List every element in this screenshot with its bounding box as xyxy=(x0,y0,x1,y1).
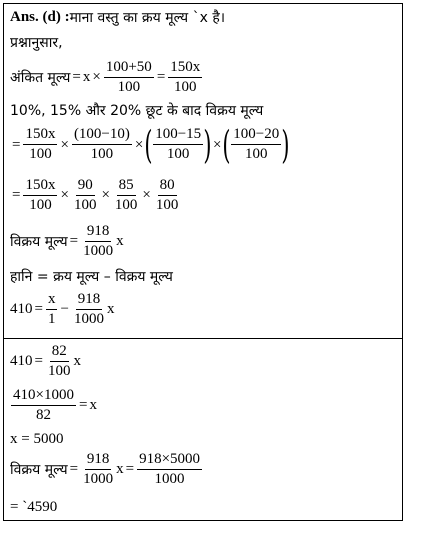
lhs-value: 410 xyxy=(10,353,33,370)
variable-x: x xyxy=(82,69,91,86)
denominator: 1000 xyxy=(73,310,104,327)
fraction xyxy=(231,127,281,163)
denominator: 1 xyxy=(47,310,56,327)
discount-text: 10%, 15% और 20% छूट के बाद विक्रय मूल्य xyxy=(10,103,264,119)
variable-x: x xyxy=(116,461,124,478)
variable-x: x xyxy=(89,397,97,414)
discount-line xyxy=(10,104,263,118)
times-sign: × xyxy=(60,187,69,204)
variable-x: x xyxy=(106,301,115,318)
numerator: 918 xyxy=(76,292,103,310)
fraction xyxy=(168,60,202,96)
numerator: x xyxy=(46,292,58,310)
answer-label: Ans. (d) : xyxy=(10,9,70,25)
times-sign: × xyxy=(134,136,144,153)
numerator: (100−10) xyxy=(72,127,132,145)
lhs-value: 410 xyxy=(10,301,33,318)
numerator: 918×5000 xyxy=(137,452,202,470)
times-sign: × xyxy=(92,69,101,86)
numerator: 150x xyxy=(23,127,57,145)
loss-line xyxy=(10,270,173,284)
equals-sign: = xyxy=(69,461,79,478)
fraction xyxy=(72,178,99,214)
selling-price-label: विक्रय मूल्य xyxy=(10,461,68,478)
numerator: 90 xyxy=(76,178,95,196)
intro-line xyxy=(10,10,225,25)
fraction xyxy=(153,127,203,163)
variable-x: x xyxy=(116,233,124,250)
intro-text: माना वस्तु का क्रय मूल्य `x है। xyxy=(69,9,226,26)
numerator: 100−15 xyxy=(153,127,203,145)
numerator: 918 xyxy=(85,224,112,242)
denominator: 1000 xyxy=(154,470,185,487)
step1-line xyxy=(10,123,290,167)
equals-sign: = xyxy=(34,353,43,370)
denominator: 100 xyxy=(166,146,190,162)
fraction xyxy=(46,344,73,380)
fraction xyxy=(104,60,154,96)
equals-sign: = xyxy=(34,301,43,318)
section-divider xyxy=(3,338,403,339)
denominator: 1000 xyxy=(83,470,114,487)
equals-sign: = xyxy=(12,187,21,204)
denominator: 100 xyxy=(29,146,52,162)
numerator: 82 xyxy=(50,344,69,362)
times-sign: × xyxy=(212,136,222,153)
fraction xyxy=(113,178,140,214)
marked-price-label: अंकित मूल्य xyxy=(10,69,71,86)
fraction xyxy=(81,224,115,260)
fraction xyxy=(23,127,57,163)
fraction xyxy=(23,178,57,214)
fraction xyxy=(137,452,202,488)
numerator: 100−20 xyxy=(231,127,281,145)
equals-sign: = xyxy=(12,136,21,153)
denominator: 100 xyxy=(90,146,114,162)
denominator: 82 xyxy=(35,406,51,423)
part2-eq1 xyxy=(10,344,81,380)
denominator: 100 xyxy=(114,196,138,213)
part2-eq3: x = 5000 xyxy=(10,431,64,447)
times-sign: × xyxy=(142,187,151,204)
variable-x: x xyxy=(73,353,81,370)
times-sign: × xyxy=(60,136,69,153)
step2-line xyxy=(10,178,181,214)
equals-sign: = xyxy=(125,461,135,478)
part2-eq2 xyxy=(10,388,97,424)
numerator: 100+50 xyxy=(104,60,154,78)
fraction xyxy=(154,178,181,214)
according-to-question: प्रश्नानुसार, xyxy=(10,35,63,51)
numerator: 85 xyxy=(117,178,136,196)
denominator: 100 xyxy=(155,196,179,213)
fraction xyxy=(72,127,132,163)
left-paren: ( xyxy=(222,123,231,167)
marked-price-line xyxy=(10,60,203,96)
numerator: 150x xyxy=(168,60,202,78)
numerator: 80 xyxy=(158,178,177,196)
equals-sign: = xyxy=(78,397,88,414)
left-paren: ( xyxy=(144,123,153,167)
selling-price-line xyxy=(10,224,124,260)
denominator: 100 xyxy=(73,196,97,213)
numerator: 410×1000 xyxy=(11,388,76,406)
minus-sign: − xyxy=(60,301,69,318)
loss-equation xyxy=(10,292,114,328)
equals-sign: = xyxy=(156,69,166,86)
numerator: 918 xyxy=(85,452,112,470)
fraction xyxy=(72,292,106,328)
denominator: 100 xyxy=(29,196,52,213)
times-sign: × xyxy=(101,187,110,204)
denominator: 100 xyxy=(245,146,268,162)
right-paren: ) xyxy=(281,123,290,167)
denominator: 100 xyxy=(174,78,197,95)
fraction xyxy=(11,388,76,424)
denominator: 100 xyxy=(117,78,141,95)
final-answer: = `4590 xyxy=(10,499,58,515)
loss-text: हानि = क्रय मूल्य – विक्रय मूल्य xyxy=(10,269,173,285)
right-paren: ) xyxy=(203,123,212,167)
part2-eq4 xyxy=(10,452,203,488)
denominator: 1000 xyxy=(83,242,114,259)
numerator: 150x xyxy=(23,178,57,196)
equals-sign: = xyxy=(69,233,79,250)
fraction xyxy=(81,452,115,488)
selling-price-label: विक्रय मूल्य xyxy=(10,233,68,250)
denominator: 100 xyxy=(47,362,71,379)
fraction xyxy=(46,292,58,328)
equals-sign: = xyxy=(72,69,81,86)
